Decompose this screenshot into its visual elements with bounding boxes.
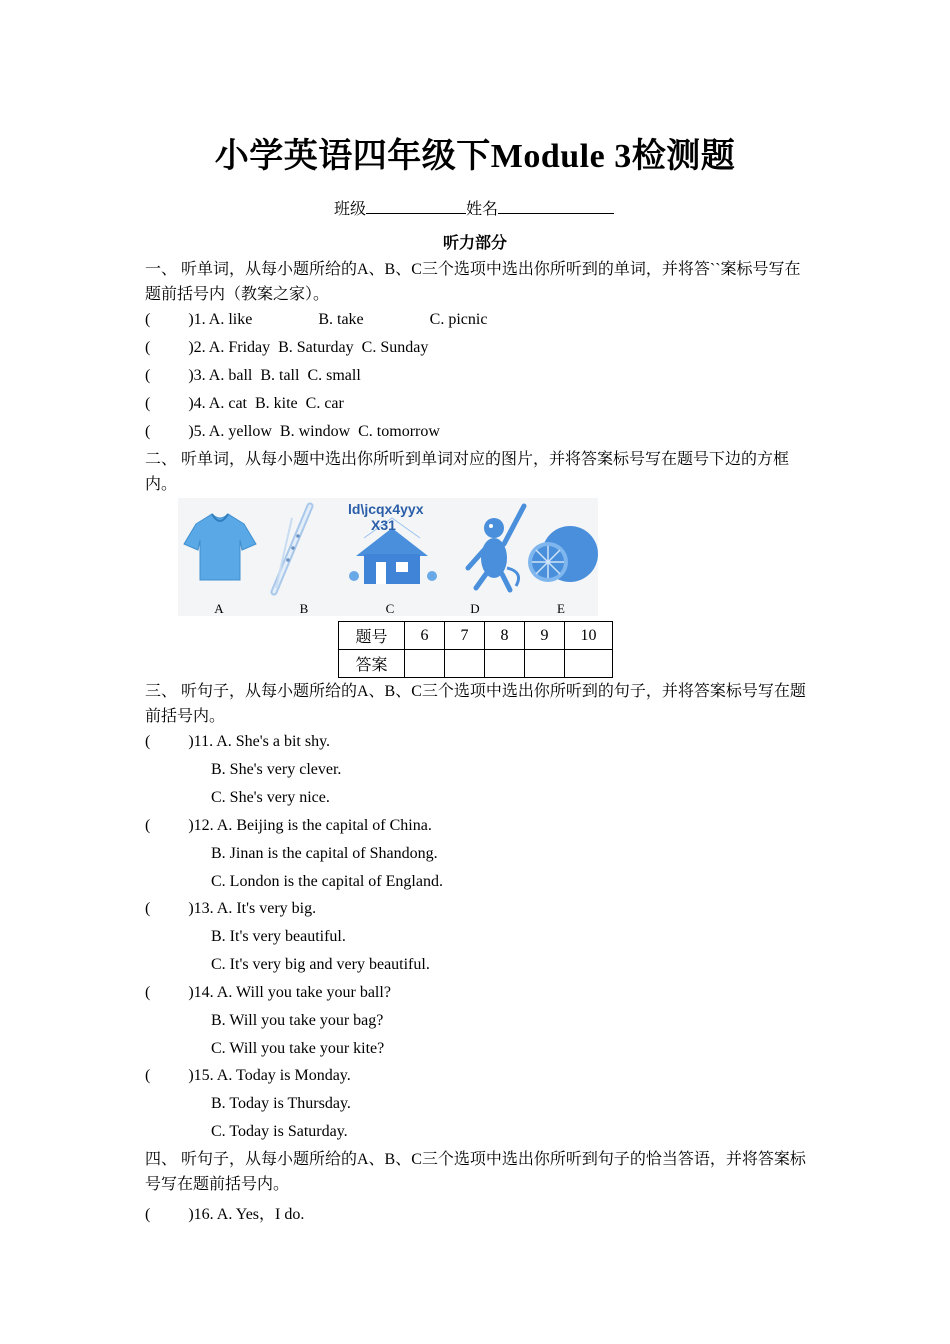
table-cell: 6 <box>405 622 445 650</box>
option-line: C. She's very nice. <box>211 789 330 806</box>
option-line: C. Today is Saturday. <box>211 1123 348 1140</box>
table-header-cell: 答案 <box>339 650 405 678</box>
question-row: ( )2. A. Friday B. Saturday C. Sunday <box>145 339 429 356</box>
question-row: ( )13. A. It's very big. <box>145 900 317 917</box>
picture-label-d: D <box>470 601 480 616</box>
table-cell: 7 <box>445 622 485 650</box>
question-row: ( )15. A. Today is Monday. <box>145 1067 351 1084</box>
class-label: 班级 <box>334 201 367 218</box>
question-row: ( )5. A. yellow B. window C. tomorrow <box>145 423 440 440</box>
picture-label-c: C <box>385 601 395 616</box>
table-header-cell: 题号 <box>339 622 405 650</box>
option-line: C. London is the capital of England. <box>211 873 443 890</box>
answer-box[interactable] <box>405 650 445 678</box>
question-row: ( )16. A. Yes，I do. <box>145 1206 305 1223</box>
picture-label-b: B <box>299 601 309 616</box>
picture-strip <box>178 498 598 616</box>
class-name-line <box>334 196 614 219</box>
option-line: B. Jinan is the capital of Shandong. <box>211 845 438 862</box>
table-cell: 9 <box>525 622 565 650</box>
name-label: 姓名 <box>466 201 499 218</box>
answer-box[interactable] <box>485 650 525 678</box>
table-cell: 10 <box>565 622 613 650</box>
table-row <box>339 622 613 650</box>
question-row: ( )1. A. like B. take C. picnic <box>145 311 488 328</box>
watermark-text-2: X31 <box>371 517 396 533</box>
part2-instruction: 二、 听单词，从每小题中选出你所听到单词对应的图片，并将答案标号写在题号下边的方框内。 <box>145 451 790 493</box>
answer-box[interactable] <box>525 650 565 678</box>
option-line: B. Will you take your bag? <box>211 1012 384 1029</box>
option-line: B. It's very beautiful. <box>211 928 346 945</box>
part4-instruction: 四、 听句子，从每小题所给的A、B、C三个选项中选出你所听到句子的恰当答语，并将答案标号写在题前括号内。 <box>145 1151 806 1193</box>
question-row: ( )4. A. cat B. kite C. car <box>145 395 344 412</box>
question-row: ( )12. A. Beijing is the capital of China. <box>145 817 432 834</box>
option-line: B. Today is Thursday. <box>211 1095 351 1112</box>
question-row: ( )11. A. She's a bit shy. <box>145 733 331 750</box>
picture-label-a: A <box>214 601 224 616</box>
table-row <box>339 650 613 678</box>
picture-label-e: E <box>557 601 565 616</box>
question-row: ( )14. A. Will you take your ball? <box>145 984 391 1001</box>
option-line: B. She's very clever. <box>211 761 342 778</box>
class-blank[interactable] <box>366 199 466 214</box>
answer-box[interactable] <box>445 650 485 678</box>
picture-options <box>178 498 598 616</box>
question-row: ( )3. A. ball B. tall C. small <box>145 367 361 384</box>
option-line: C. Will you take your kite? <box>211 1040 385 1057</box>
answer-table <box>338 621 613 678</box>
section-title: 听力部分 <box>442 235 507 252</box>
part3-instruction: 三、 听句子，从每小题所给的A、B、C三个选项中选出你所听到的句子，并将答案标号写在题前括号内。 <box>145 683 806 725</box>
page-title: 小学英语四年级下Module 3检测题 <box>214 138 736 175</box>
name-blank[interactable] <box>498 199 614 214</box>
part1-instruction: 一、 听单词，从每小题所给的A、B、C三个选项中选出你所听到的单词，并将答``案标号写在题前括号内（教案之家）。 <box>145 261 801 303</box>
table-cell: 8 <box>485 622 525 650</box>
option-line: C. It's very big and very beautiful. <box>211 956 430 973</box>
answer-box[interactable] <box>565 650 613 678</box>
watermark-text-1: ld\jcqx4yyx <box>348 501 424 517</box>
